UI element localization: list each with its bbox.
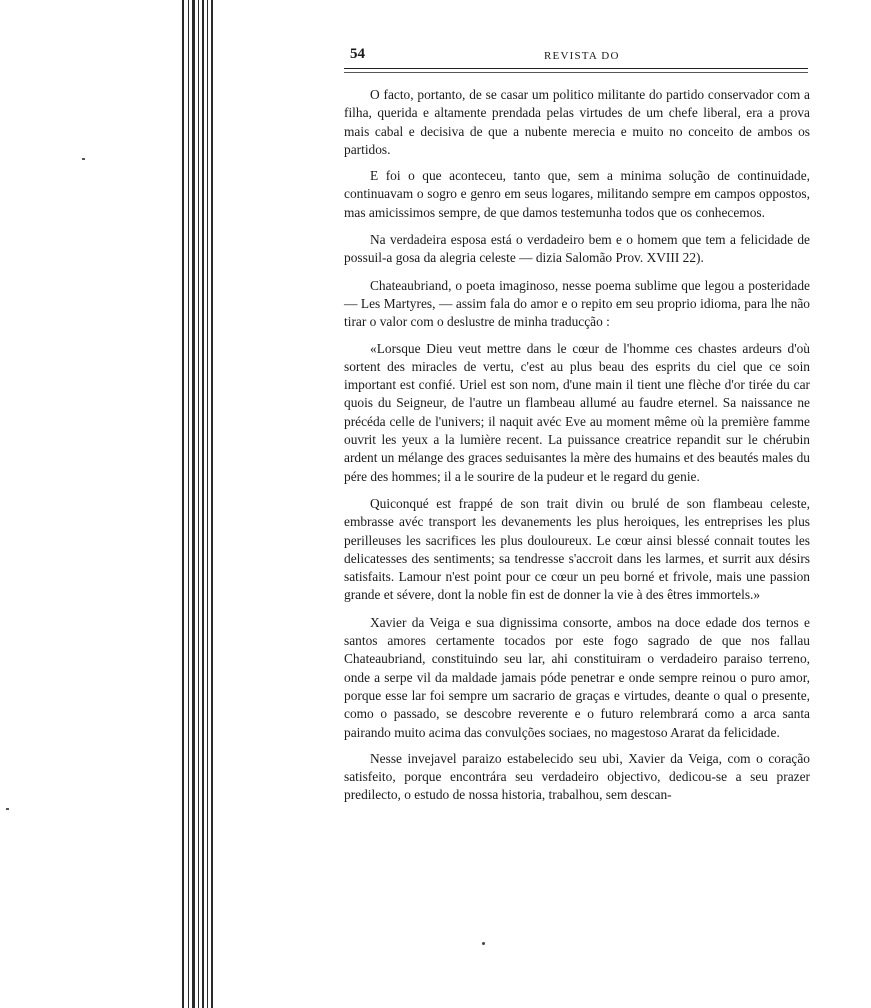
page-number: 54	[350, 46, 365, 62]
quotation-paragraph: Quiconqué est frappé de son trait divin ou brulé de son flambeau celeste, embrasse avéc transport les devanements les plus heroiques, les entreprises les plus perilleuses les sacrifices les plus douloureux. Le cœur ainsi blessé connait toutes les delicatesses des sentiments; sa tendresse s'accroit dans les larmes, et surrit aux désirs satisfaits. Lamour n'est point pour ce cœur un peu borné et frivole, mais une passion grande et sévere, dont la noble fin est de donner la vie à des êtres immortels.»	[344, 495, 810, 603]
quotation-paragraph: «Lorsque Dieu veut mettre dans le cœur de l'homme ces chastes ardeurs d'où sortent des miracles de vertu, c'est au plus beau des esprits du ciel que ce soin important est confié. Uriel est son nom, d'une main il tient une flèche d'or tirée du car quois du Seigneur, de l'autre un flambeau allumé au faudre eternel. Sa naissance ne précéda celle de l'univers; il naquit avéc Eve au moment même où la première famme ouvrit les yeux a la lumière recent. La puissance creatrice repandit sur le chérubin ardent un mélange des graces seduisantes la mère des humains et des beautés males du pére des hommes; il a le sourire de la pudeur et le regard du genie.	[344, 340, 810, 484]
paragraph: Xavier da Veiga e sua dignissima consorte, ambos na doce edade dos ternos e santos amores certamente tocados por este fogo sagrado de que nos fallau Chateaubriand, constituindo seu lar, ahi constituiram o verdadeiro paraiso terreno, onde a serpe vil da maldade jamais póde penetrar e onde sempre reinou o puro amor, porque esse lar foi sempre um sacrario de graças e virtudes, deante o qual o presente, como o passado, se descobre reverente e o futuro relembrará como a arca santa pairando muito acima das convulções sociaes, no magestoso Ararat da felicidade.	[344, 614, 810, 740]
paragraph: Na verdadeira esposa está o verdadeiro bem e o homem que tem a felicidade de possuil-a gosa da alegria celeste — dizia Salomão Prov. XVIII 22).	[344, 232, 810, 266]
page-header	[344, 46, 808, 68]
paragraph: E foi o que aconteceu, tanto que, sem a minima solução de continuidade, continuavam o sogro e genro em seus logares, militando sempre em campos oppostos, mas amicissimos sempre, de que damos testemunha todos que os conhecemos.	[344, 168, 810, 220]
scan-speck	[6, 808, 9, 810]
running-head: REVISTA DO	[544, 50, 620, 62]
article-body	[344, 86, 810, 813]
scan-speck	[82, 158, 85, 160]
header-rule	[344, 68, 808, 73]
paragraph: Chateaubriand, o poeta imaginoso, nesse poema sublime que legou a posteridade — Les Martyres, — assim fala do amor e o repito em seu proprio idioma, para lhe não tirar o valor com o deslustre de minha traducção :	[344, 277, 810, 330]
page-binding-edge	[182, 0, 218, 1008]
paragraph: Nesse invejavel paraizo estabelecido seu ubi, Xavier da Veiga, com o coração satisfeito, porque encontrára seu verdadeiro objectivo, dedicou-se a seu prazer predilecto, o estudo de nossa historia, trabalhou, sem descan-	[344, 750, 810, 803]
scan-dot	[482, 942, 485, 945]
paragraph: O facto, portanto, de se casar um politico militante do partido conservador com a filha, querida e altamente prendada pelas virtudes de um chefe liberal, era a prova mais cabal e decisiva de que a nubente merecia e muito no conceito de ambos os partidos.	[344, 87, 810, 157]
